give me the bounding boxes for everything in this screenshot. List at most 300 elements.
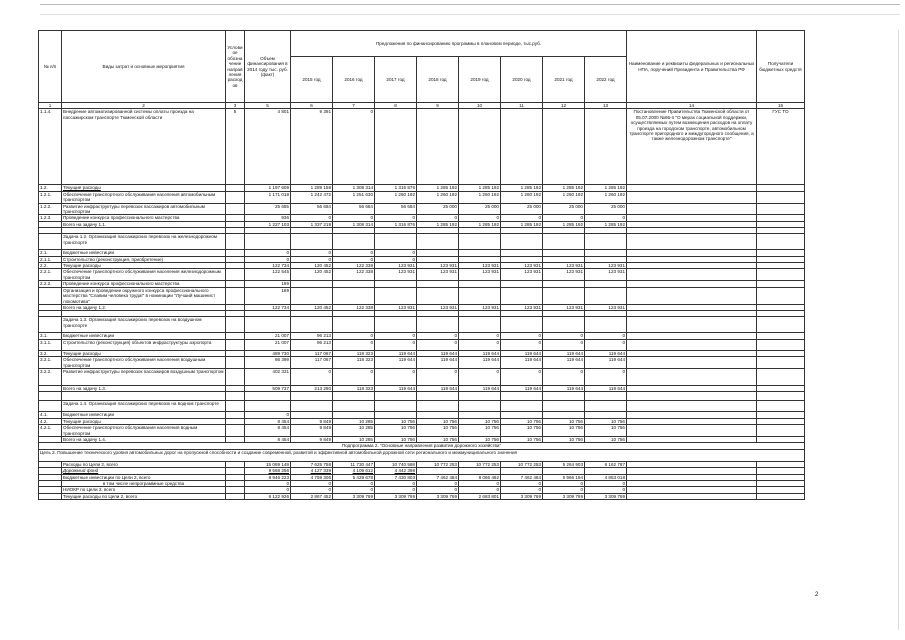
cell-text: Развитие инфраструктуры перевозок пассажиров автомобильным транспортом <box>62 203 226 215</box>
cell-value: 5 966 194 <box>543 474 585 480</box>
cell-value: 25 000 <box>543 203 585 215</box>
cell-value: 1 285 192 <box>585 185 627 191</box>
empty-cell <box>333 234 375 250</box>
table-row <box>39 203 805 215</box>
cell-value: 3 309 769 <box>543 493 585 499</box>
empty-cell <box>585 234 627 250</box>
cell-value: 1 308 314 <box>333 221 375 227</box>
cell-value: 0 <box>459 333 501 339</box>
cell-value: 0 <box>501 487 543 493</box>
cell-text: Обеспечение транспортного обслуживания населения железнодорожным транспортом <box>62 269 226 281</box>
cell-cond <box>226 191 245 203</box>
cell-num: 1.2.1. <box>39 191 62 203</box>
cell-value: 122 734 <box>245 263 291 269</box>
cell-value: 123 931 <box>543 263 585 269</box>
cell-value: 1 285 192 <box>543 185 585 191</box>
cell-value: 7 625 758 <box>291 461 333 467</box>
scan-edge-top-faint <box>40 14 900 15</box>
cell-value: 0 <box>333 250 375 256</box>
cell-value: 5 264 903 <box>543 461 585 467</box>
cell-value: 86 399 <box>245 357 291 369</box>
cell-value: 21 007 <box>245 339 291 350</box>
table-row <box>39 287 805 304</box>
cell-text: НИОКР по Цели 2, всего <box>62 487 226 493</box>
cell-value: 0 <box>375 487 417 493</box>
cell-value: 402 331 <box>245 368 291 385</box>
header-year: 2019 год <box>459 57 501 103</box>
cell-text: Бюджетные инвестиции <box>62 333 226 339</box>
cell-value: 4 109 612 <box>333 468 375 474</box>
cell-num: 1.2.3. <box>39 215 62 221</box>
header-row-top <box>39 31 805 57</box>
header-conditions: Услови ое обозна чение направ ления расход ов <box>226 31 245 103</box>
empty-cell <box>501 317 543 333</box>
cell-value: 119 644 <box>543 350 585 356</box>
column-number: 10 <box>459 103 501 109</box>
cell-requisites <box>627 368 757 385</box>
cell-value <box>501 109 543 185</box>
cell-value: 0 <box>417 333 459 339</box>
cell-value: 56 684 <box>333 203 375 215</box>
task-heading-row <box>39 317 805 333</box>
cell-value: 10 756 <box>501 436 543 442</box>
cell-cond <box>226 287 245 304</box>
task-heading-row <box>39 401 805 412</box>
cell-value: 123 931 <box>585 263 627 269</box>
cell-value: 0 <box>375 368 417 385</box>
cell-value: 8 454 <box>245 418 291 424</box>
table-row <box>39 425 805 437</box>
cell-num: 1.2. <box>39 185 62 191</box>
cell-recipient <box>757 357 805 369</box>
cell-value: 10 756 <box>459 425 501 437</box>
cell-value: 1 260 192 <box>543 191 585 203</box>
empty-cell <box>39 401 62 412</box>
cell-num: 2.1. <box>39 250 62 256</box>
spacer-row <box>39 392 805 401</box>
header-num: № п/п <box>39 31 62 103</box>
cell-value <box>585 109 627 185</box>
cell-value: 10 756 <box>417 425 459 437</box>
cell-value: 122 734 <box>245 304 291 310</box>
cell-value: 9 568 256 <box>245 468 291 474</box>
cell-value: 119 644 <box>417 385 459 391</box>
cell-value: 189 <box>245 281 291 287</box>
cell-value: 5 429 678 <box>333 474 375 480</box>
empty-cell <box>417 234 459 250</box>
cell-value: 3 309 769 <box>501 493 543 499</box>
cell-value: 0 <box>585 368 627 385</box>
cell-requisites <box>627 339 757 350</box>
cell-value: 0 <box>245 250 291 256</box>
cell-text: Всего на задачу 1.2. <box>62 304 226 310</box>
cell-value: 25 000 <box>417 203 459 215</box>
cell-value: 123 931 <box>459 269 501 281</box>
cell-value: 118 323 <box>333 350 375 356</box>
cell-value: 123 931 <box>417 269 459 281</box>
cell-value: 10 756 <box>417 436 459 442</box>
cell-value: 119 644 <box>375 350 417 356</box>
cell-value: 25 000 <box>459 203 501 215</box>
cell-recipient <box>757 287 805 304</box>
cell-value: 0 <box>543 339 585 350</box>
cell-text: Обеспечение транспортного обслуживания населения автомобильным транспортом <box>62 191 226 203</box>
header-types: Виды затрат и основные мероприятия <box>62 31 226 103</box>
column-number: 11 <box>501 103 543 109</box>
cell-num: 4.2. <box>39 418 62 424</box>
cell-value: 10 740 568 <box>375 461 417 467</box>
cell-value: 120 452 <box>291 304 333 310</box>
cell-value: 1 251 630 <box>333 191 375 203</box>
cell-requisites <box>627 357 757 369</box>
cell-requisites <box>627 493 757 499</box>
cell-value: 0 <box>501 481 543 487</box>
cell-value: 10 756 <box>375 436 417 442</box>
cell-value: 0 <box>333 481 375 487</box>
cell-value: 10 772 253 <box>459 461 501 467</box>
empty-cell <box>245 317 291 333</box>
cell-value: 0 <box>501 333 543 339</box>
cell-cond <box>226 493 245 499</box>
cell-value: 0 <box>375 250 417 256</box>
cell-value: 0 <box>417 481 459 487</box>
empty-cell <box>459 401 501 412</box>
cell-value <box>375 109 417 185</box>
header-year: 2021 год <box>543 57 585 103</box>
cell-value: 123 931 <box>375 304 417 310</box>
cell-requisites <box>627 191 757 203</box>
cell-value: 0 <box>245 256 291 262</box>
empty-cell <box>459 234 501 250</box>
cell-value: 1 260 192 <box>459 191 501 203</box>
cell-text: Текущие расходы <box>62 185 226 191</box>
cell-value: 9 849 <box>291 418 333 424</box>
cell-value: 936 <box>245 215 291 221</box>
cell-value: 10 756 <box>459 436 501 442</box>
cell-value: 0 <box>291 487 333 493</box>
cell-text: Проведение конкурса профессионального мастерства <box>62 215 226 221</box>
cell-value <box>543 109 585 185</box>
cell-recipient <box>757 203 805 215</box>
cell-value: 1 308 314 <box>333 185 375 191</box>
header-year: 2017 год <box>375 57 417 103</box>
cell-value: 119 644 <box>585 350 627 356</box>
empty-cell <box>333 392 375 401</box>
cell-value: 123 931 <box>543 304 585 310</box>
column-number: 2 <box>62 103 226 109</box>
cell-value: 1 285 192 <box>501 221 543 227</box>
header-year: 2020 год <box>501 57 543 103</box>
cell-value: 0 <box>501 215 543 221</box>
cell-value: 9 391 <box>291 109 333 185</box>
budget-table <box>38 30 805 500</box>
empty-cell <box>291 317 333 333</box>
empty-cell <box>585 392 627 401</box>
cell-value: 0 <box>333 339 375 350</box>
cell-value: 119 644 <box>375 385 417 391</box>
table-row <box>39 368 805 385</box>
empty-cell <box>757 234 805 250</box>
cell-value: 123 931 <box>585 304 627 310</box>
empty-cell <box>39 392 62 401</box>
cell-value: 0 <box>417 368 459 385</box>
column-number: 13 <box>585 103 627 109</box>
empty-cell <box>291 234 333 250</box>
goal-heading-row <box>39 449 805 461</box>
cell-value: 213 280 <box>291 385 333 391</box>
cell-value: 0 <box>417 339 459 350</box>
header-year: 2018 год <box>417 57 459 103</box>
cell-value: 118 323 <box>333 357 375 369</box>
cell-value <box>417 109 459 185</box>
cell-value: 0 <box>291 368 333 385</box>
header-year: 2016 год <box>333 57 375 103</box>
cell-value: 119 644 <box>459 350 501 356</box>
cell-value: 10 756 <box>585 436 627 442</box>
cell-value: 11 730 447 <box>333 461 375 467</box>
cell-value: 119 644 <box>417 357 459 369</box>
cell-value: 120 452 <box>291 269 333 281</box>
cell-value: 123 931 <box>501 304 543 310</box>
cell-value: 1 285 192 <box>459 221 501 227</box>
cell-value: 123 931 <box>417 263 459 269</box>
cell-value: 8 066 462 <box>459 474 501 480</box>
cell-text: Обеспечение транспортного обслуживания населения водным транспортом <box>62 425 226 437</box>
cell-value: 15 069 149 <box>245 461 291 467</box>
cell-value: 0 <box>245 481 291 487</box>
cell-value: 0 <box>459 487 501 493</box>
cell-value: 119 644 <box>501 357 543 369</box>
cell-text: Дорожный фонд <box>62 468 226 474</box>
cell-value: 0 <box>585 481 627 487</box>
cell-value: 4 853 018 <box>585 474 627 480</box>
cell-value: 9 849 <box>291 425 333 437</box>
cell-value: 0 <box>459 339 501 350</box>
cell-requisites <box>627 287 757 304</box>
cell-value: 0 <box>375 481 417 487</box>
empty-cell <box>543 234 585 250</box>
cell-value: 3 309 769 <box>585 493 627 499</box>
cell-text: Всего на задачу 1.3. <box>62 385 226 391</box>
cell-value: 122 545 <box>245 269 291 281</box>
cell-value: 1 227 103 <box>245 221 291 227</box>
cell-value: 6 122 926 <box>245 493 291 499</box>
cell-recipient <box>757 339 805 350</box>
empty-cell <box>375 401 417 412</box>
empty-cell <box>39 234 62 250</box>
cell-value: 96 213 <box>291 339 333 350</box>
column-number: 7 <box>333 103 375 109</box>
cell-value: 1 285 192 <box>585 221 627 227</box>
cell-value: 123 931 <box>501 263 543 269</box>
cell-value: 0 <box>501 368 543 385</box>
cell-value: 1 285 192 <box>417 185 459 191</box>
subprogram-heading: Подпрограмма 2. "Основные направления развития дорожного хозяйства" <box>39 443 805 449</box>
cell-value: 119 644 <box>585 357 627 369</box>
cell-value: 21 007 <box>245 333 291 339</box>
task-heading: Задача 1.3. Организация пассажирских перевозок на воздушном транспорте <box>62 317 226 333</box>
cell-recipient <box>757 269 805 281</box>
cell-value: 3 309 769 <box>417 493 459 499</box>
empty-cell <box>543 317 585 333</box>
cell-value: 6 162 787 <box>585 461 627 467</box>
table-row <box>39 339 805 350</box>
empty-cell <box>501 392 543 401</box>
empty-cell <box>757 401 805 412</box>
cell-value <box>585 287 627 304</box>
cell-value: 119 644 <box>459 357 501 369</box>
cell-value: 10 756 <box>585 418 627 424</box>
cell-value: 10 756 <box>543 418 585 424</box>
cell-text: Всего на задачу 1.4. <box>62 436 226 442</box>
empty-cell <box>375 392 417 401</box>
cell-value: 0 <box>543 368 585 385</box>
header-year: 2015 год <box>291 57 333 103</box>
cell-value: 0 <box>417 215 459 221</box>
empty-cell <box>291 392 333 401</box>
cell-value: 96 213 <box>291 333 333 339</box>
cell-cond <box>226 357 245 369</box>
cell-value: 0 <box>375 256 417 262</box>
cell-cond: 5 <box>226 109 245 185</box>
table-row <box>39 269 805 281</box>
table-row <box>39 493 805 499</box>
cell-value: 0 <box>543 215 585 221</box>
cell-value: 0 <box>585 333 627 339</box>
column-number: 8 <box>375 103 417 109</box>
cell-value: 0 <box>459 368 501 385</box>
cell-recipient: ГУС ТО <box>757 109 805 185</box>
cell-value: 10 285 <box>333 425 375 437</box>
cell-value: 10 285 <box>333 436 375 442</box>
column-number: 6 <box>291 103 333 109</box>
cell-value: 3 309 769 <box>333 493 375 499</box>
task-heading: Задача 1.2. Организация пассажирских перевозок на железнодорожном транспорте <box>62 234 226 250</box>
cell-recipient <box>757 493 805 499</box>
cell-value: 0 <box>375 333 417 339</box>
cell-num: 3.2.1. <box>39 357 62 369</box>
cell-num: 3.2. <box>39 350 62 356</box>
cell-value: 117 067 <box>291 357 333 369</box>
empty-cell <box>501 234 543 250</box>
header-planned: Предложения по финансированию программы в плановом периоде, тыс.руб. <box>291 31 627 57</box>
empty-cell <box>459 317 501 333</box>
empty-cell <box>62 392 226 401</box>
cell-value: 119 644 <box>375 357 417 369</box>
cell-value: 119 644 <box>501 350 543 356</box>
cell-value <box>459 109 501 185</box>
column-number: 3 <box>226 103 245 109</box>
cell-cond <box>226 368 245 385</box>
cell-value: 0 <box>585 339 627 350</box>
cell-value: 10 285 <box>333 418 375 424</box>
cell-value: 119 644 <box>585 385 627 391</box>
cell-value: 4 759 306 <box>291 474 333 480</box>
cell-value: 123 931 <box>585 269 627 281</box>
cell-value: 8 946 223 <box>245 474 291 480</box>
cell-value: 7 462 484 <box>417 474 459 480</box>
table-row <box>39 357 805 369</box>
cell-value: 25 655 <box>245 203 291 215</box>
cell-num <box>39 493 62 499</box>
cell-text: Бюджетные инвестиции по Цели 2, всего <box>62 474 226 480</box>
budget-table-wrap <box>38 30 805 500</box>
empty-cell <box>375 317 417 333</box>
cell-value: 123 931 <box>543 269 585 281</box>
cell-value: 10 772 253 <box>417 461 459 467</box>
cell-value: 1 260 192 <box>501 191 543 203</box>
cell-num: 1.2.2. <box>39 203 62 215</box>
cell-value: 0 <box>375 215 417 221</box>
cell-value: 10 772 253 <box>501 461 543 467</box>
cell-value: 2 867 452 <box>291 493 333 499</box>
column-number: 5 <box>245 103 291 109</box>
cell-value: 10 756 <box>543 425 585 437</box>
cell-value: 0 <box>375 339 417 350</box>
cell-num: 2.2. <box>39 263 62 269</box>
cell-value: 119 644 <box>543 357 585 369</box>
cell-value: 122 338 <box>333 263 375 269</box>
cell-value <box>375 287 417 304</box>
cell-value: 1 285 192 <box>417 221 459 227</box>
cell-value: 2 683 801 <box>459 493 501 499</box>
column-number: 15 <box>757 103 805 109</box>
empty-cell <box>627 401 757 412</box>
cell-value: 10 756 <box>417 418 459 424</box>
cell-num: 2.1.1. <box>39 256 62 262</box>
cell-num <box>39 287 62 304</box>
cell-value: 0 <box>291 250 333 256</box>
cell-text: Расходы по Цели 2, всего <box>62 461 226 467</box>
empty-cell <box>245 234 291 250</box>
task-heading-row <box>39 234 805 250</box>
cell-value: 189 <box>245 287 291 304</box>
cell-text: Всего на задачу 1.1. <box>62 221 226 227</box>
cell-value <box>459 287 501 304</box>
empty-cell <box>459 392 501 401</box>
cell-value: 123 931 <box>375 263 417 269</box>
cell-value: 1 337 219 <box>291 221 333 227</box>
cell-value: 123 931 <box>459 263 501 269</box>
task-heading: Задача 1.4. Организация пассажирских перевозок на водном транспорте <box>62 401 226 412</box>
empty-cell <box>757 317 805 333</box>
cell-value: 4 127 339 <box>291 468 333 474</box>
cell-requisites <box>627 425 757 437</box>
cell-value: 0 <box>333 368 375 385</box>
empty-cell <box>333 317 375 333</box>
empty-cell <box>226 401 245 412</box>
cell-value: 0 <box>585 215 627 221</box>
cell-value: 1 260 192 <box>375 191 417 203</box>
cell-value: 1 260 192 <box>417 191 459 203</box>
cell-value: 119 644 <box>501 385 543 391</box>
cell-num: 2.2.1. <box>39 269 62 281</box>
empty-cell <box>757 392 805 401</box>
column-number: 12 <box>543 103 585 109</box>
cell-value: 3 309 769 <box>375 493 417 499</box>
cell-value: 0 <box>417 487 459 493</box>
cell-value: 509 737 <box>245 385 291 391</box>
cell-value: 8 454 <box>245 425 291 437</box>
cell-value: 9 849 <box>291 436 333 442</box>
empty-cell <box>291 401 333 412</box>
table-body <box>39 109 805 500</box>
goal-heading: Цель 2. Повышение технического уровня автомобильных дорог на пропускной способности и создание современной, развитой и эффективной автомобильной дорожной сети регионального и межмуниципального значения <box>39 449 805 461</box>
cell-cond <box>226 269 245 281</box>
cell-value: 0 <box>291 215 333 221</box>
column-number: 1 <box>39 103 62 109</box>
cell-value: 119 644 <box>543 385 585 391</box>
